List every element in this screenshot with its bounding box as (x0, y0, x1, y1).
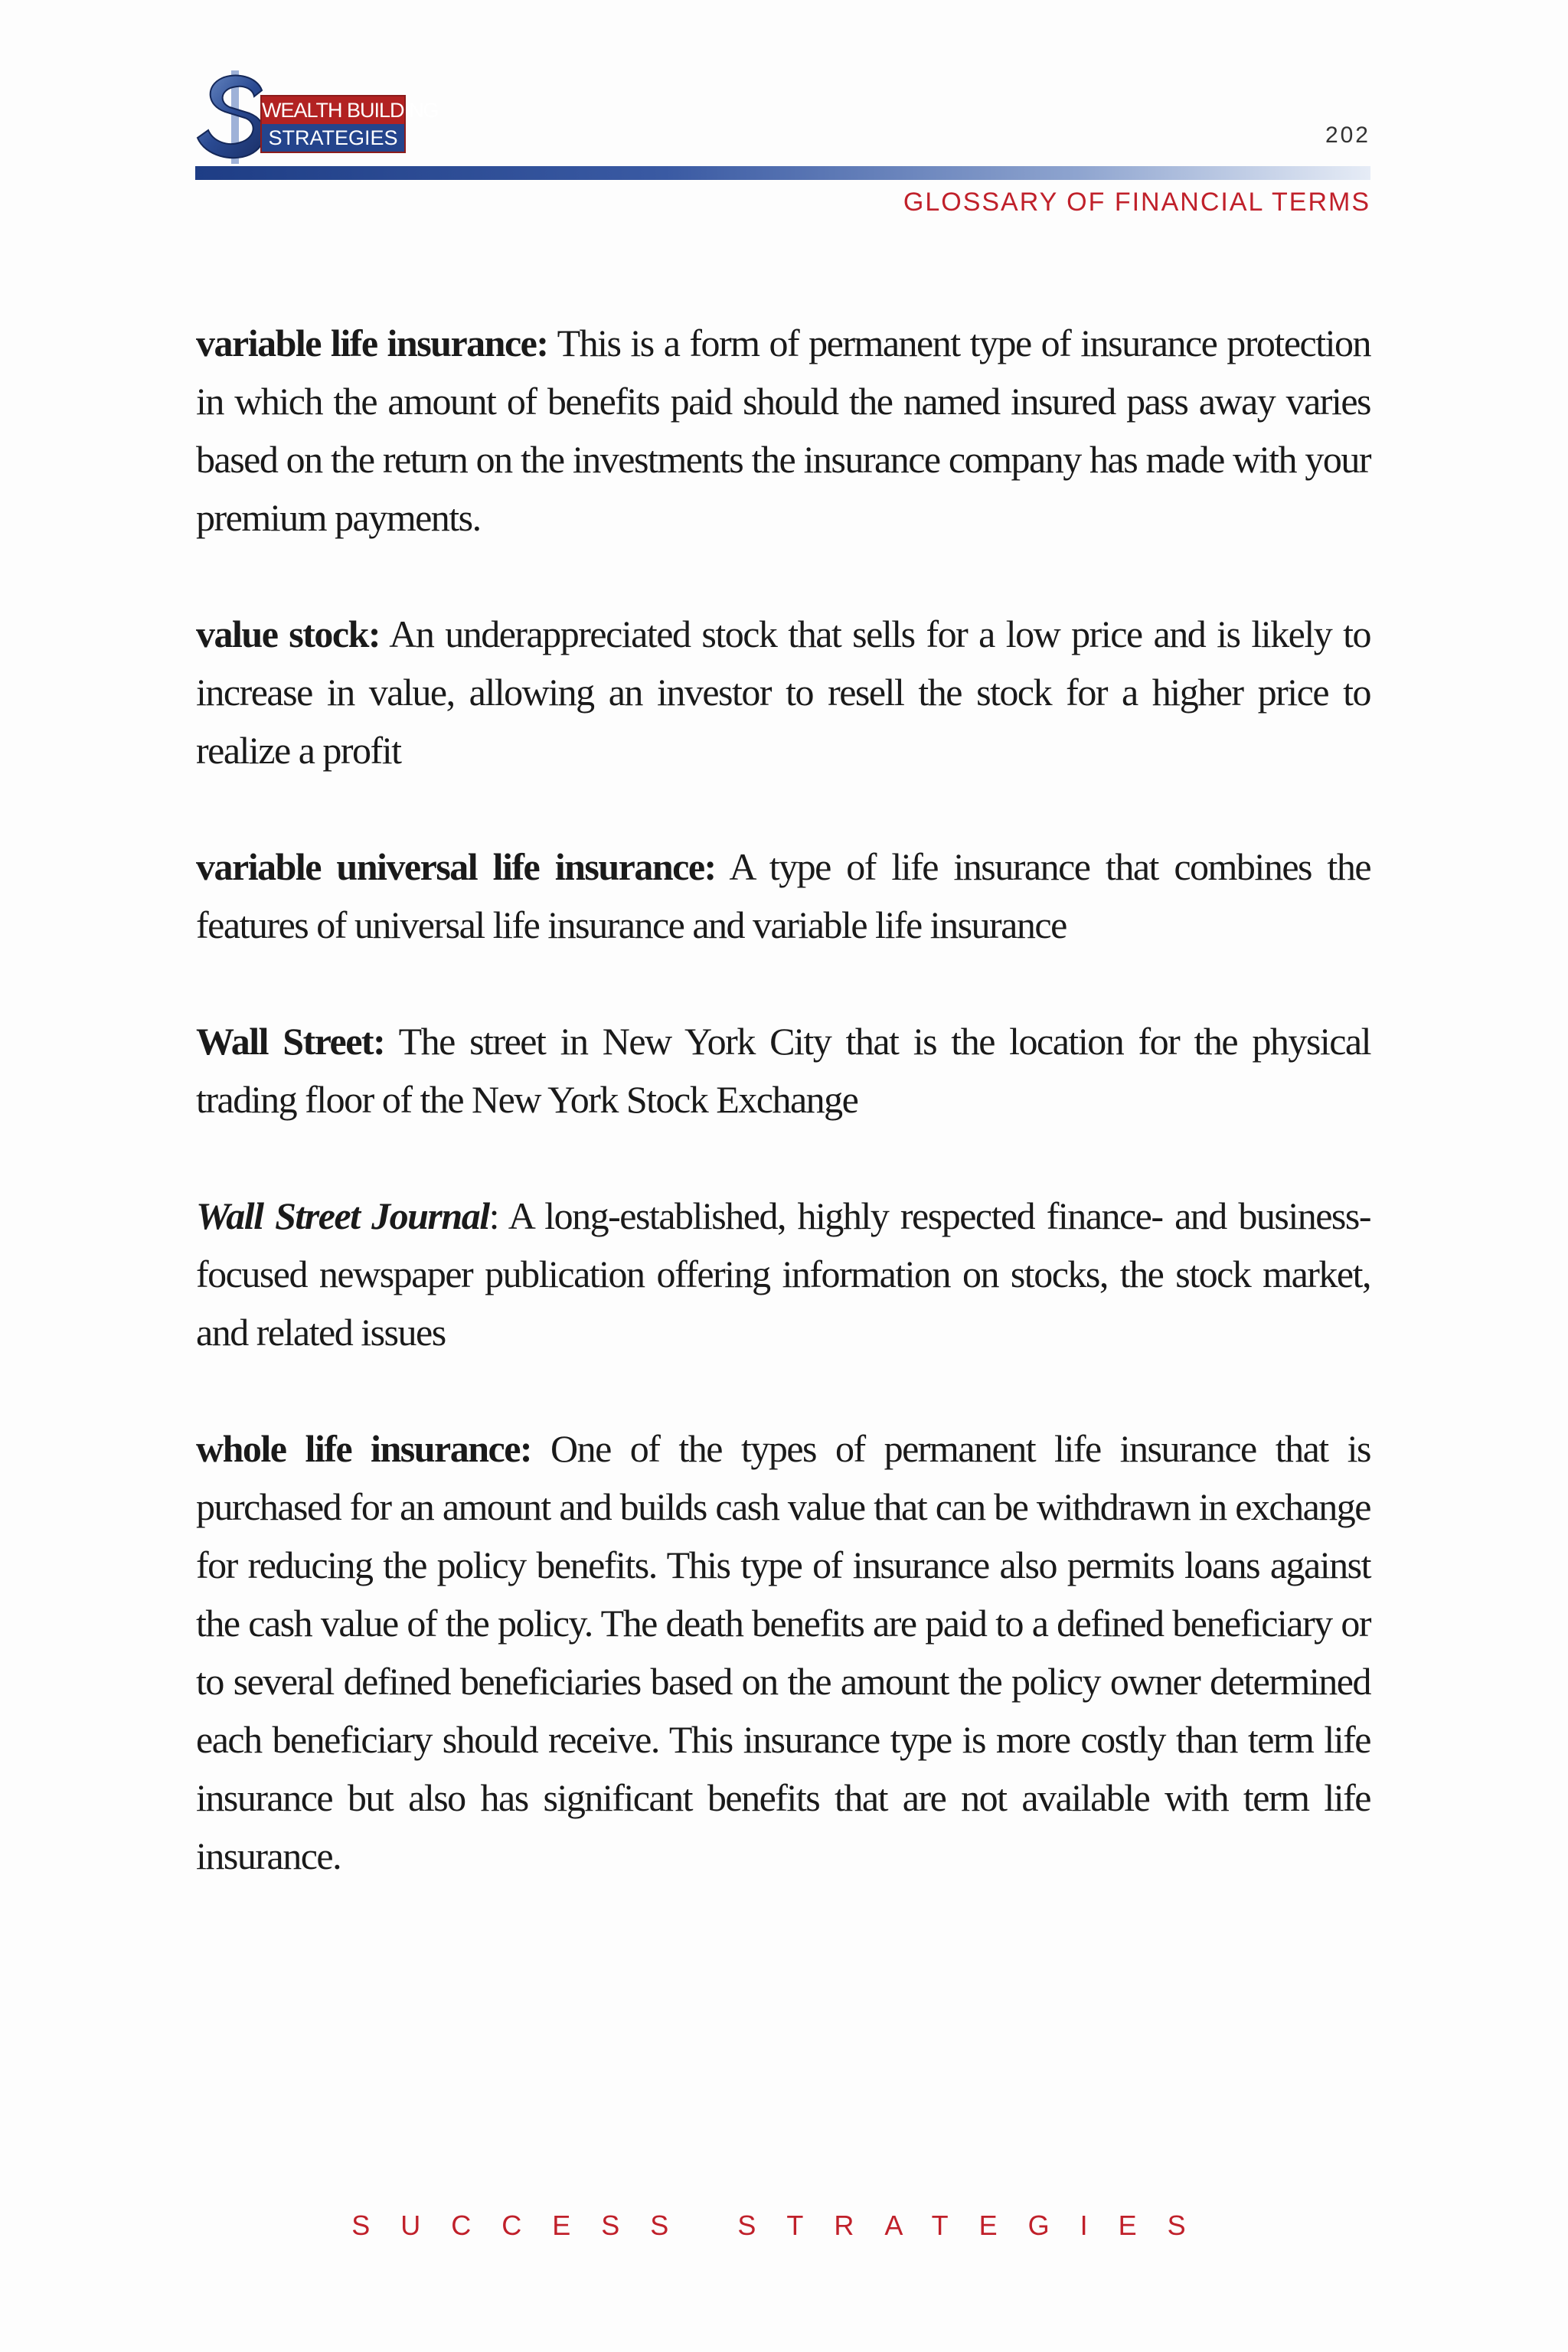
glossary-definition: One of the types of permanent life insurance that is purchased for an amount and builds cash value that can be withdrawn in exchange for reducing the policy benefits. This type of insurance also permits loans against the cash value of the policy. The death benefits are paid to a defined beneficiary or to several defined beneficiaries based on the amount the policy owner determined each beneficiary should receive. This insurance type is more costly than term life insurance but also has significant benefits that are not available with term life insurance. (196, 1427, 1370, 1877)
logo-line-wealth-building: WEALTH BUILDING (262, 96, 404, 124)
logo-wordmark (260, 95, 439, 153)
glossary-definition: : A long-established, highly respected finance- and business-focused newspaper publication offering information on stocks, the stock market, and related issues (196, 1194, 1370, 1354)
glossary-entry (196, 838, 1370, 954)
glossary-term: Wall Street Journal (196, 1194, 489, 1237)
glossary-content (196, 314, 1370, 1943)
glossary-entry (196, 605, 1370, 779)
glossary-term: variable life insurance: (196, 322, 548, 364)
section-title: GLOSSARY OF FINANCIAL TERMS (903, 188, 1370, 217)
page-header (0, 0, 1568, 230)
header-gradient-bar (195, 166, 1370, 180)
page-number: 202 (1325, 122, 1370, 148)
glossary-definition: The street in New York City that is the location for the physical trading floor of the New York Stock Exchange (196, 1020, 1370, 1121)
glossary-entry (196, 1419, 1370, 1885)
glossary-term: Wall Street: (196, 1020, 385, 1063)
glossary-entry (196, 1187, 1370, 1361)
glossary-entry (196, 1012, 1370, 1129)
glossary-term: whole life insurance: (196, 1427, 532, 1470)
glossary-definition: This is a form of permanent type of insurance protection in which the amount of benefits paid should the named insured pass away varies based on the return on the investments the insurance company has made with your premium payments. (196, 322, 1370, 539)
wealth-building-strategies-logo (191, 67, 439, 167)
glossary-definition: A type of life insurance that combines the features of universal life insurance and variable life insurance (196, 845, 1371, 946)
logo-line-strategies: STRATEGIES (268, 126, 398, 149)
glossary-entry (196, 314, 1370, 547)
glossary-term: variable universal life insurance: (196, 845, 716, 888)
footer-success-strategies: SUCCESS STRATEGIES (351, 2210, 1217, 2241)
glossary-definition: An underappreciated stock that sells for a low price and is likely to increase in value, allowing an investor to resell the stock for a higher price to realize a profit (196, 612, 1371, 772)
glossary-term: value stock: (196, 612, 381, 655)
